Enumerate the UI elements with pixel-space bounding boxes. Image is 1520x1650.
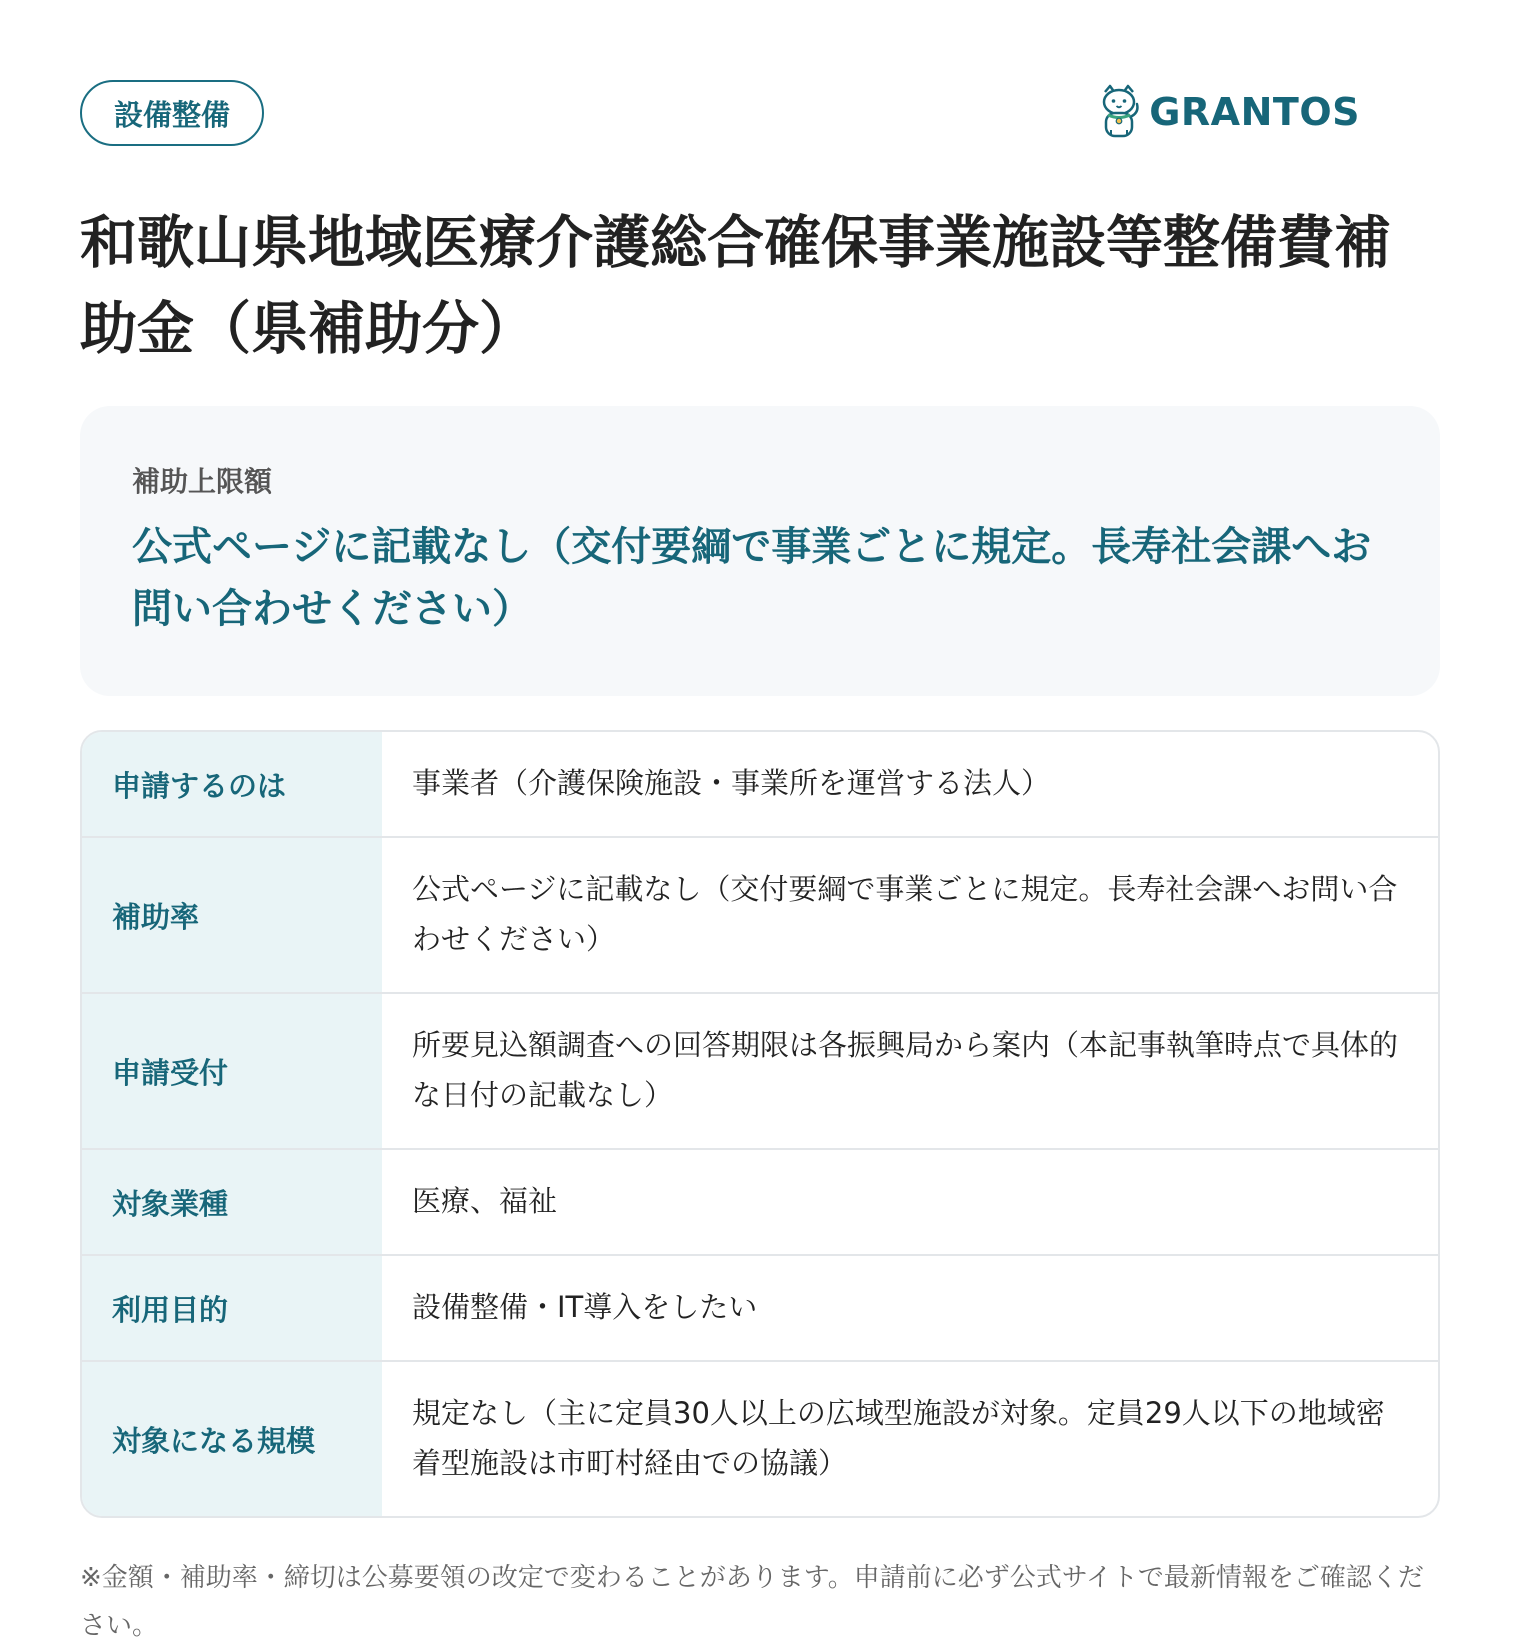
row-value: 公式ページに記載なし（交付要綱で事業ごとに規定。長寿社会課へお問い合わせください） [412,872,1398,956]
table-row-scale [82,1360,1438,1516]
row-label: 対象業種 [82,1150,382,1254]
footnote: ※金額・補助率・締切は公募要領の改定で変わることがあります。申請前に必ず公式サイトで最新情報をご確認ください。 [80,1563,1424,1641]
table-row-application-period [82,992,1438,1148]
row-label: 申請するのは [82,732,382,836]
row-value: 所要見込額調査への回答期限は各振興局から案内（本記事執筆時点で具体的な日付の記載なし） [412,1028,1399,1112]
max-amount-value: 公式ページに記載なし（交付要綱で事業ごとに規定。長寿社会課へお問い合わせください） [132,524,1372,632]
maneki-neko-cat-icon [1097,84,1141,140]
max-amount-panel [80,406,1440,696]
row-label: 補助率 [82,838,382,992]
header [80,0,1440,160]
page-title: 和歌山県地域医療介護総合確保事業施設等整備費補助金（県補助分） [80,210,1391,362]
table-row-subsidy-rate [82,836,1438,992]
max-amount-label: 補助上限額 [132,465,273,498]
table-row-industry [82,1148,1438,1254]
row-value: 設備整備・IT導入をしたい [412,1290,758,1324]
table-row-purpose [82,1254,1438,1360]
row-value: 医療、福祉 [412,1184,558,1218]
details-table [80,730,1440,1518]
row-label: 対象になる規模 [82,1362,382,1516]
row-label: 利用目的 [82,1256,382,1360]
row-label: 申請受付 [82,994,382,1148]
table-row-applicant [82,732,1438,836]
row-value: 規定なし（主に定員30人以上の広域型施設が対象。定員29人以下の地域密着型施設は市町村経由での協議） [412,1396,1385,1480]
row-value: 事業者（介護保険施設・事業所を運営する法人） [412,766,1051,800]
brand[interactable] [1097,84,1360,140]
brand-name: GRANTOS [1149,90,1360,134]
category-tag[interactable]: 設備整備 [80,80,264,146]
